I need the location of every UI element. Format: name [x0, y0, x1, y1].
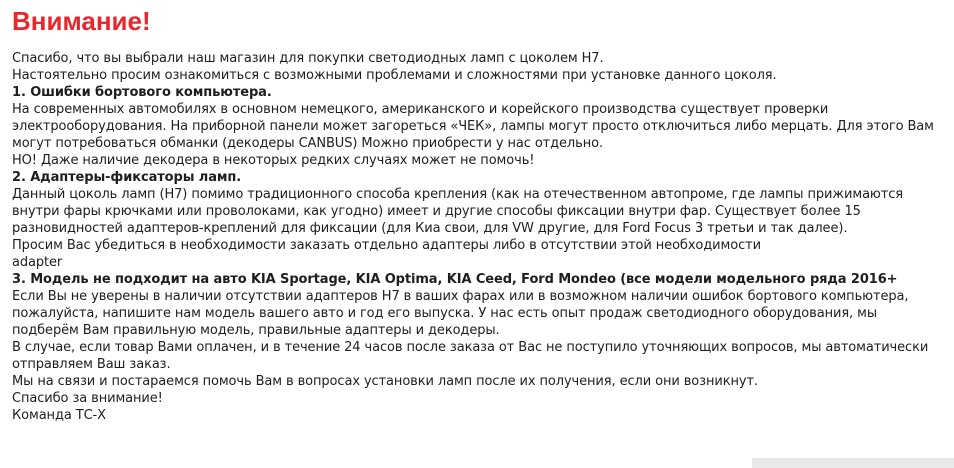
text-line: Данный цоколь ламп (H7) помимо традиционного способа крепления (как на отечественном автопроме, где лампы прижимаются	[12, 187, 904, 202]
text-line: Если Вы не уверены в наличии отсутствии адаптеров H7 в ваших фарах или в возможном наличии ошибок бортового компьютера,	[12, 289, 909, 304]
text-line: Настоятельно просим ознакомиться с возможными проблемами и сложностями при установке данного цоколя.	[12, 68, 777, 83]
text-line: adapter	[12, 255, 63, 270]
text-line: Мы на связи и постараемся помочь Вам в вопросах установки ламп после их получения, если они возникнут.	[12, 374, 758, 389]
text-line: Спасибо, что вы выбрали наш магазин для покупки светодиодных ламп с цоколем H7.	[12, 51, 604, 66]
text-line: пожалуйста, напишите нам модель вашего авто и год его выпуска. У нас есть опыт продаж светодиодного оборудования, мы	[12, 306, 877, 321]
text-line: могут потребоваться обманки (декодеры CANBUS) Можно приобрести у нас отдельно.	[12, 136, 603, 151]
text-line: внутри фары крючками или проволоками, как угодно) имеет и другие способы фиксации внутри фар. Существует более 15	[12, 204, 861, 219]
text-line: На современных автомобилях в основном немецкого, американского и корейского производства существует проверки	[12, 102, 829, 117]
section-heading: 2. Адаптеры-фиксаторы ламп.	[12, 170, 242, 185]
page-title: Внимание!	[12, 6, 151, 36]
notice-body	[12, 50, 954, 424]
text-line: подберём Вам правильную модель, правильные адаптеры и декодеры.	[12, 323, 500, 338]
text-line: НО! Даже наличие декодера в некоторых редких случаях может не помочь!	[12, 153, 535, 168]
text-line: Команда ТС-Х	[12, 408, 106, 423]
text-line: электрооборудования. На приборной панели может загореться «ЧЕК», лампы могут просто отключиться либо мерцать. Для этого Вам	[12, 119, 934, 134]
text-line: разновидностей адаптеров-креплений для фиксации (для Киа свои, для VW другие, для Ford Focus 3 третьи и так далее).	[12, 221, 848, 236]
text-line: Спасибо за внимание!	[12, 391, 163, 406]
text-line: отправляем Ваш заказ.	[12, 357, 171, 372]
text-line: В случае, если товар Вами оплачен, и в течение 24 часов после заказа от Вас не поступило уточняющих вопросов, мы автоматически	[12, 340, 929, 355]
text-line: Просим Вас убедиться в необходимости заказать отдельно адаптеры либо в отсутствии этой необходимости	[12, 238, 761, 253]
section-heading: 1. Ошибки бортового компьютера.	[12, 85, 272, 100]
section-heading: 3. Модель не подходит на авто KIA Sportage, KIA Optima, KIA Ceed, Ford Mondeo (все модели модельного ряда 2016+	[12, 272, 898, 287]
bottom-edge-strip	[752, 458, 954, 468]
